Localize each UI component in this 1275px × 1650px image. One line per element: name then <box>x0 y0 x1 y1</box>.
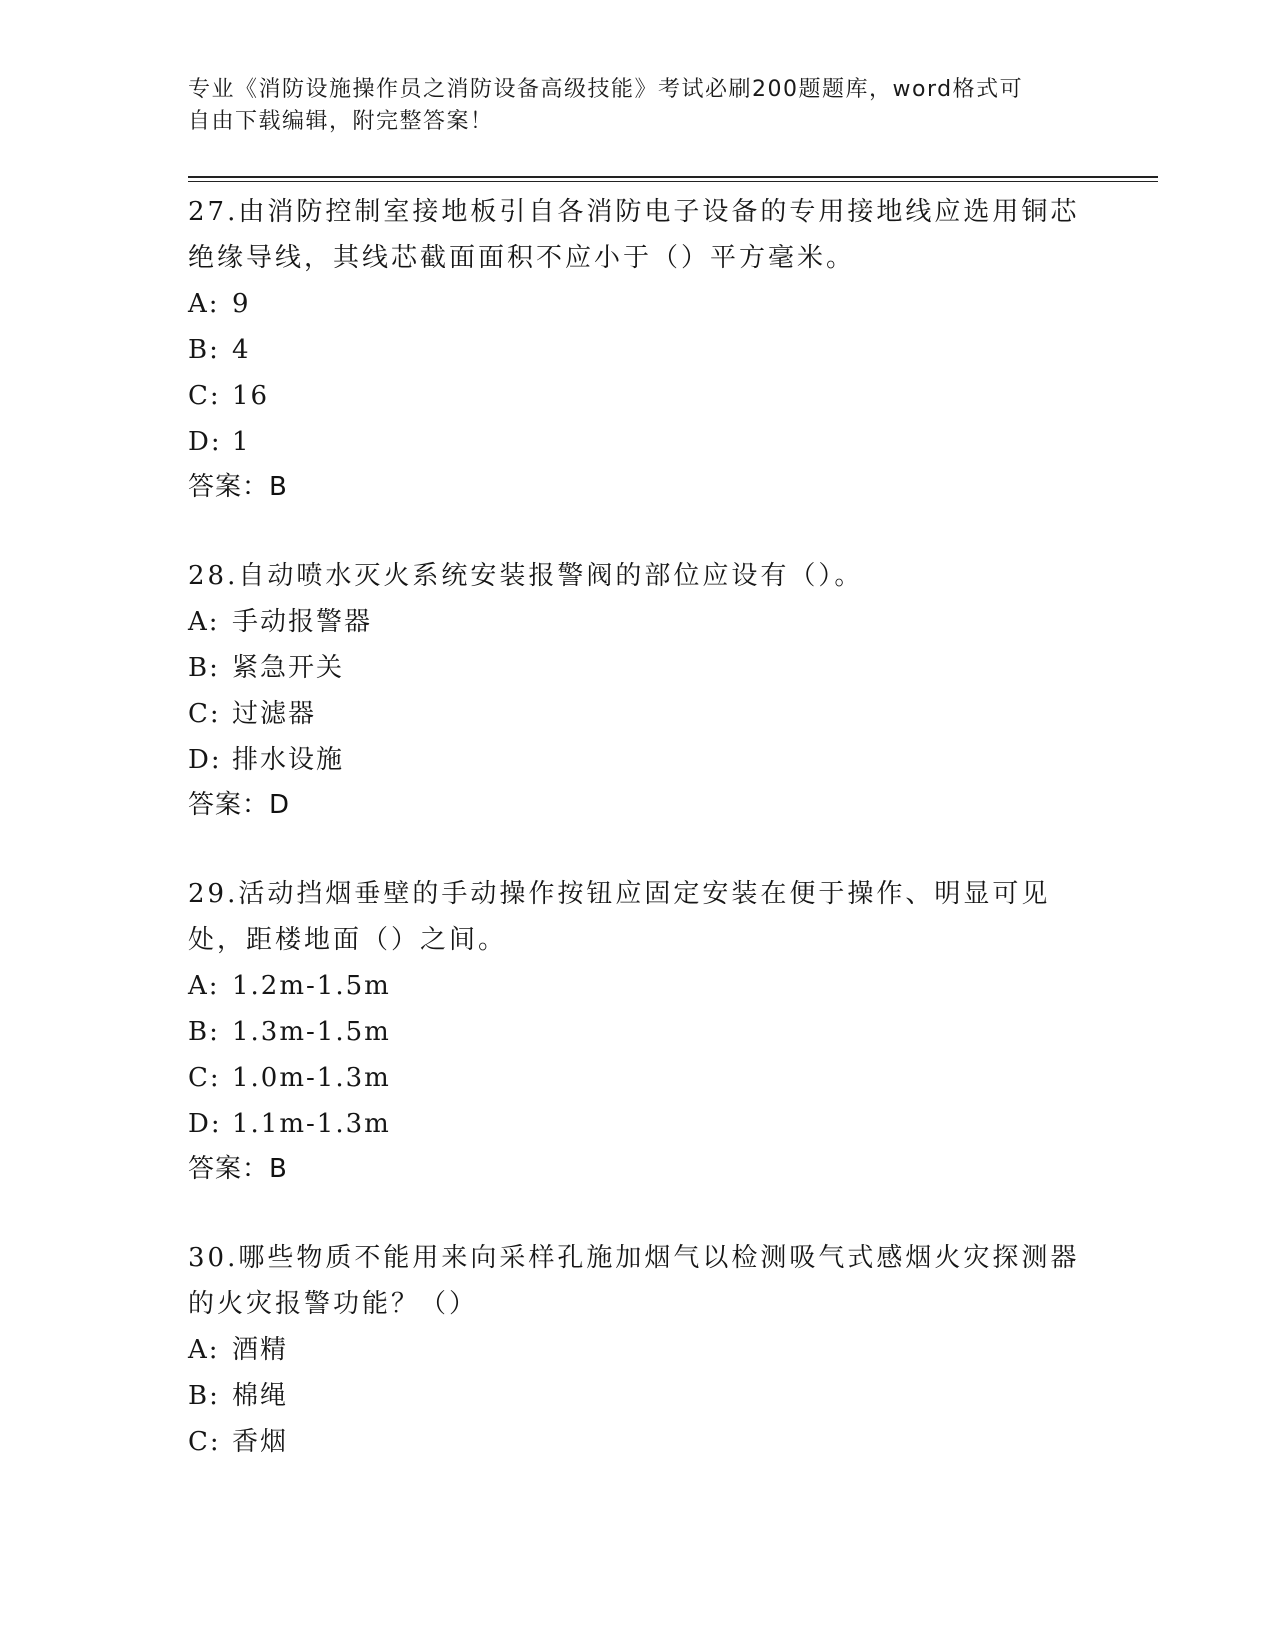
option-text: 16 <box>232 381 270 411</box>
question-27 <box>188 189 1088 509</box>
option-b <box>188 327 1088 373</box>
option-letter: A: <box>188 289 220 319</box>
option-a <box>188 599 1088 645</box>
option-letter: C: <box>188 1063 221 1093</box>
option-letter: A: <box>188 1335 220 1365</box>
option-text: 1.0m-1.3m <box>232 1063 391 1093</box>
question-28 <box>188 553 1088 827</box>
option-letter: B: <box>188 653 220 683</box>
option-text: 9 <box>232 289 251 319</box>
option-letter: C: <box>188 699 221 729</box>
document-header <box>188 74 1068 138</box>
option-d <box>188 1101 1088 1147</box>
option-text: 4 <box>232 335 251 365</box>
question-stem: 28.自动喷水灭火系统安装报警阀的部位应设有（）。 <box>188 561 864 591</box>
option-letter: D: <box>188 745 222 775</box>
option-c <box>188 1055 1088 1101</box>
option-letter: A: <box>188 607 220 637</box>
option-letter: B: <box>188 1017 220 1047</box>
option-b <box>188 645 1088 691</box>
header-line-2: 自由下载编辑，附完整答案！ <box>188 109 494 134</box>
question-spacer <box>188 1191 1088 1235</box>
question-29 <box>188 871 1088 1191</box>
question-stem: 29.活动挡烟垂壁的手动操作按钮应固定安装在便于操作、明显可见处，距楼地面（）之间。 <box>188 879 1051 955</box>
question-spacer <box>188 509 1088 553</box>
option-c <box>188 373 1088 419</box>
option-d <box>188 737 1088 783</box>
answer-line: 答案：B <box>188 1154 288 1184</box>
option-text: 过滤器 <box>232 699 317 729</box>
option-a <box>188 1327 1088 1373</box>
question-stem: 27.由消防控制室接地板引自各消防电子设备的专用接地线应选用铜芯绝缘导线，其线芯截面面积不应小于（）平方毫米。 <box>188 197 1080 273</box>
header-divider-thin <box>188 181 1158 182</box>
question-30 <box>188 1235 1088 1465</box>
header-line-1: 专业《消防设施操作员之消防设备高级技能》考试必刷200题题库，word格式可 <box>188 77 1024 102</box>
option-letter: B: <box>188 1381 220 1411</box>
option-letter: C: <box>188 1427 221 1457</box>
option-text: 1.1m-1.3m <box>232 1109 391 1139</box>
option-b <box>188 1373 1088 1419</box>
option-text: 香烟 <box>232 1427 289 1457</box>
option-c <box>188 691 1088 737</box>
question-spacer <box>188 827 1088 871</box>
option-letter: C: <box>188 381 221 411</box>
answer-line: 答案：D <box>188 790 291 820</box>
option-text: 酒精 <box>232 1335 289 1365</box>
option-a <box>188 281 1088 327</box>
option-letter: D: <box>188 427 222 457</box>
option-letter: B: <box>188 335 220 365</box>
option-letter: D: <box>188 1109 222 1139</box>
option-text: 手动报警器 <box>232 607 373 637</box>
question-stem: 30.哪些物质不能用来向采样孔施加烟气以检测吸气式感烟火灾探测器的火灾报警功能？（） <box>188 1243 1080 1319</box>
option-d <box>188 419 1088 465</box>
answer-line: 答案：B <box>188 472 288 502</box>
option-c <box>188 1419 1088 1465</box>
option-a <box>188 963 1088 1009</box>
option-text: 紧急开关 <box>232 653 345 683</box>
option-text: 棉绳 <box>232 1381 289 1411</box>
option-text: 1.3m-1.5m <box>232 1017 391 1047</box>
option-text: 1 <box>232 427 251 457</box>
option-b <box>188 1009 1088 1055</box>
option-text: 排水设施 <box>232 745 345 775</box>
option-letter: A: <box>188 971 220 1001</box>
option-text: 1.2m-1.5m <box>232 971 391 1001</box>
question-list <box>188 189 1088 1465</box>
header-divider-thick <box>188 176 1158 178</box>
